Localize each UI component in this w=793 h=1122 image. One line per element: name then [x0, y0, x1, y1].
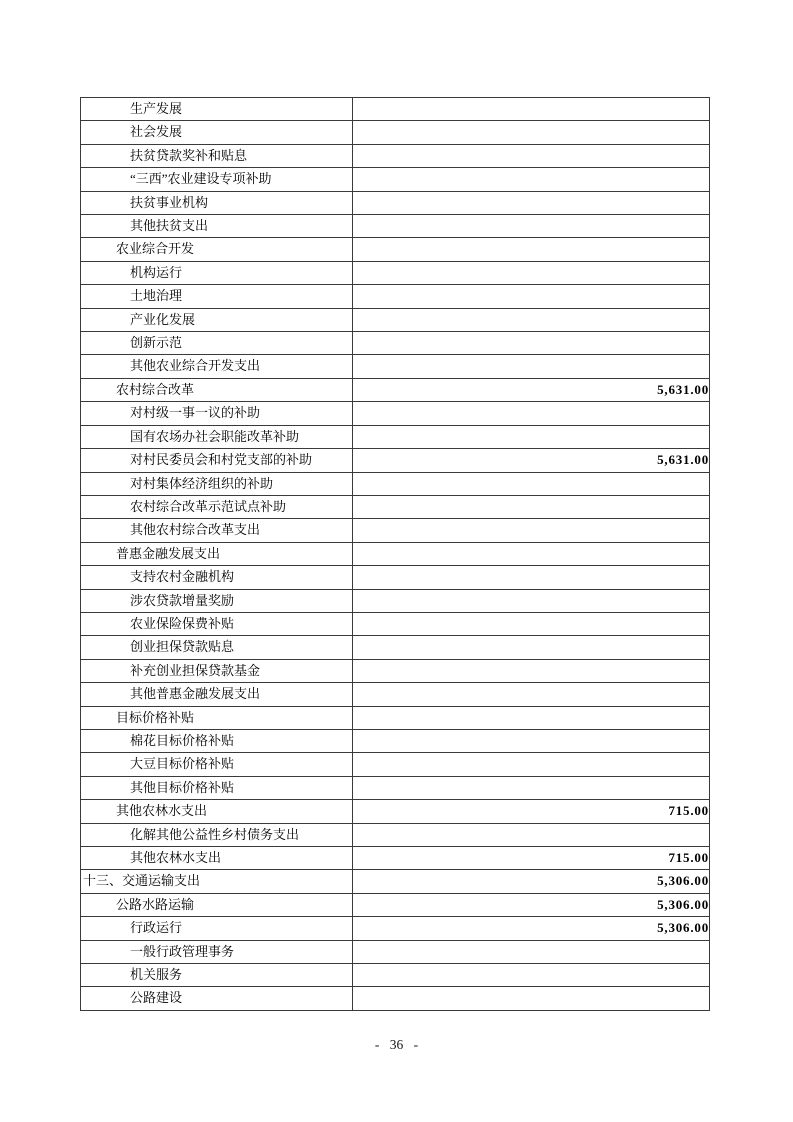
item-cell	[81, 144, 353, 167]
item-cell	[81, 542, 353, 565]
item-cell	[81, 402, 353, 425]
table-row	[81, 98, 710, 121]
item-label: 其他农林水支出	[130, 850, 222, 865]
item-cell	[81, 870, 353, 893]
item-label: 普惠金融发展支出	[116, 545, 221, 561]
value-cell	[353, 659, 710, 682]
item-cell	[81, 776, 353, 799]
table-row	[81, 472, 710, 495]
item-label: 其他扶贫支出	[130, 218, 209, 234]
table-row	[81, 823, 710, 846]
budget-table-body	[81, 98, 710, 1011]
value-cell	[353, 332, 710, 355]
item-cell	[81, 823, 353, 846]
value-cell: 5,631.00	[353, 378, 710, 401]
item-label: 农村综合改革示范试点补助	[130, 498, 287, 514]
item-cell	[81, 636, 353, 659]
table-row	[81, 191, 710, 214]
item-label: 产业化发展	[130, 311, 196, 327]
table-row	[81, 261, 710, 284]
item-cell	[81, 355, 353, 378]
table-row	[81, 332, 710, 355]
item-label: 公路水路运输	[116, 896, 195, 912]
item-label: 十三、交通运输支出	[83, 873, 201, 889]
budget-table	[80, 97, 710, 1011]
item-cell	[81, 589, 353, 612]
item-cell	[81, 987, 353, 1010]
value-cell	[353, 355, 710, 378]
item-cell	[81, 449, 353, 472]
table-row	[81, 847, 710, 870]
value-cell	[353, 519, 710, 542]
value-cell	[353, 261, 710, 284]
table-row	[81, 683, 710, 706]
value-cell: 5,306.00	[353, 870, 710, 893]
item-cell	[81, 261, 353, 284]
table-row	[81, 612, 710, 635]
item-cell	[81, 729, 353, 752]
table-row	[81, 168, 710, 191]
item-cell	[81, 964, 353, 987]
item-cell	[81, 519, 353, 542]
item-cell	[81, 168, 353, 191]
item-label: 机关服务	[130, 967, 183, 983]
value-cell	[353, 940, 710, 963]
item-label: 对村民委员会和村党支部的补助	[130, 452, 313, 468]
table-row	[81, 753, 710, 776]
item-label: 农业综合开发	[116, 241, 195, 257]
table-row	[81, 285, 710, 308]
item-label: 农业保险保费补贴	[130, 615, 235, 631]
item-label: 对村级一事一议的补助	[130, 405, 261, 421]
item-label: 补充创业担保贷款基金	[130, 662, 261, 678]
table-row	[81, 893, 710, 916]
item-label: 扶贫贷款奖补和贴息	[130, 147, 248, 163]
item-cell	[81, 332, 353, 355]
table-row	[81, 519, 710, 542]
table-row	[81, 940, 710, 963]
item-cell	[81, 308, 353, 331]
value-cell	[353, 683, 710, 706]
item-label: 化解其他公益性乡村债务支出	[130, 826, 300, 842]
item-cell	[81, 612, 353, 635]
item-cell	[81, 847, 353, 870]
value-cell	[353, 308, 710, 331]
value-cell	[353, 472, 710, 495]
table-row	[81, 964, 710, 987]
value-cell	[353, 706, 710, 729]
table-row	[81, 121, 710, 144]
value-cell	[353, 964, 710, 987]
value-cell	[353, 495, 710, 518]
table-row	[81, 566, 710, 589]
item-cell	[81, 683, 353, 706]
item-label: 创业担保贷款贴息	[130, 639, 235, 655]
value-cell: 5,631.00	[353, 449, 710, 472]
item-cell	[81, 659, 353, 682]
item-cell	[81, 893, 353, 916]
table-row	[81, 589, 710, 612]
table-row	[81, 378, 710, 401]
value-cell	[353, 168, 710, 191]
item-cell	[81, 566, 353, 589]
value-cell: 5,306.00	[353, 893, 710, 916]
item-label: 大豆目标价格补贴	[130, 756, 235, 772]
item-cell	[81, 940, 353, 963]
item-label: 其他农业综合开发支出	[130, 358, 261, 374]
item-label: 其他目标价格补贴	[130, 779, 235, 795]
value-cell	[353, 238, 710, 261]
table-row	[81, 706, 710, 729]
item-label: 其他普惠金融发展支出	[130, 686, 261, 702]
item-label: 其他农林水支出	[116, 803, 208, 819]
item-cell	[81, 285, 353, 308]
item-label: 社会发展	[130, 124, 183, 140]
item-label: 一般行政管理事务	[130, 943, 235, 959]
value-cell	[353, 542, 710, 565]
table-row	[81, 425, 710, 448]
item-cell	[81, 425, 353, 448]
value-cell	[353, 589, 710, 612]
item-cell	[81, 472, 353, 495]
value-cell	[353, 98, 710, 121]
item-cell	[81, 191, 353, 214]
value-cell	[353, 612, 710, 635]
item-label: 支持农村金融机构	[130, 569, 235, 585]
value-cell: 5,306.00	[353, 917, 710, 940]
item-label: 行政运行	[130, 920, 183, 936]
value-cell	[353, 753, 710, 776]
value-cell	[353, 191, 710, 214]
item-label: 涉农贷款增量奖励	[130, 592, 235, 608]
value-cell	[353, 285, 710, 308]
value-cell	[353, 215, 710, 238]
table-row	[81, 215, 710, 238]
item-label: 棉花目标价格补贴	[130, 732, 235, 748]
table-row	[81, 800, 710, 823]
item-cell	[81, 800, 353, 823]
item-label: 生产发展	[130, 101, 183, 116]
value-cell	[353, 121, 710, 144]
item-label: 机构运行	[130, 264, 183, 280]
table-row	[81, 542, 710, 565]
item-cell	[81, 495, 353, 518]
value-cell	[353, 144, 710, 167]
table-row	[81, 659, 710, 682]
value-cell	[353, 425, 710, 448]
item-label: 对村集体经济组织的补助	[130, 475, 274, 491]
item-cell	[81, 753, 353, 776]
table-row	[81, 355, 710, 378]
value-cell	[353, 566, 710, 589]
value-cell: 715.00	[353, 847, 710, 870]
value-cell	[353, 729, 710, 752]
table-row	[81, 308, 710, 331]
item-cell	[81, 706, 353, 729]
table-row	[81, 987, 710, 1010]
table-row	[81, 238, 710, 261]
item-label: 其他农村综合改革支出	[130, 522, 261, 538]
table-row	[81, 449, 710, 472]
item-label: 国有农场办社会职能改革补助	[130, 428, 300, 444]
item-label: 目标价格补贴	[116, 709, 195, 725]
item-cell	[81, 917, 353, 940]
item-cell	[81, 215, 353, 238]
table-row	[81, 729, 710, 752]
value-cell	[353, 987, 710, 1010]
item-label: 公路建设	[130, 990, 183, 1006]
item-label: 创新示范	[130, 335, 183, 351]
item-label: 扶贫事业机构	[130, 194, 209, 210]
value-cell	[353, 402, 710, 425]
table-row	[81, 636, 710, 659]
page-number: - 36 -	[374, 1037, 419, 1052]
item-cell	[81, 121, 353, 144]
item-label: “三西”农业建设专项补助	[130, 171, 272, 187]
value-cell	[353, 776, 710, 799]
value-cell: 715.00	[353, 800, 710, 823]
table-row	[81, 917, 710, 940]
item-cell	[81, 238, 353, 261]
value-cell	[353, 636, 710, 659]
value-cell	[353, 823, 710, 846]
item-label: 农村综合改革	[116, 381, 195, 397]
item-label: 土地治理	[130, 288, 183, 304]
table-row	[81, 402, 710, 425]
item-cell	[81, 98, 353, 121]
table-row	[81, 144, 710, 167]
table-row	[81, 776, 710, 799]
item-cell	[81, 378, 353, 401]
table-row	[81, 870, 710, 893]
table-row	[81, 495, 710, 518]
